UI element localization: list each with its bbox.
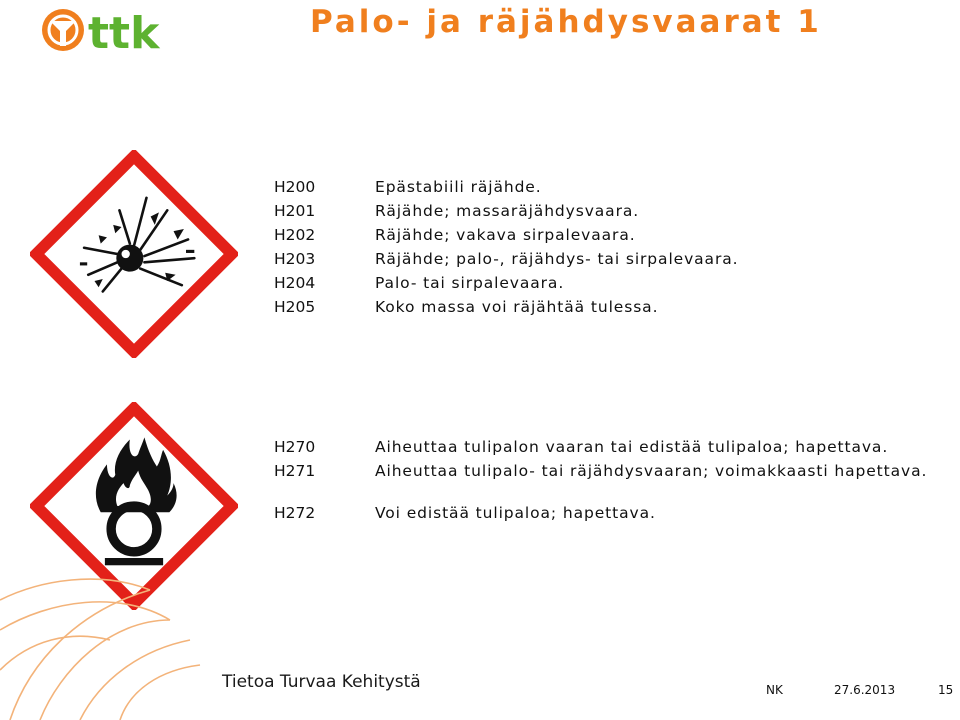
h-statement: Aiheuttaa tulipalon vaaran tai edistää tulipaloa; hapettava. — [375, 438, 889, 456]
h-statement: Aiheuttaa tulipalo- tai räjähdysvaaran; voimakkaasti hapettava. — [375, 462, 928, 480]
h-code: H200 — [274, 178, 316, 196]
h-statement: Räjähde; massaräjähdysvaara. — [375, 202, 640, 220]
ttk-logo — [40, 6, 180, 56]
page-number: 15 — [938, 683, 954, 697]
page-title: Palo- ja räjähdysvaarat 1 — [310, 4, 822, 40]
h-code: H271 — [274, 462, 316, 480]
h-code: H272 — [274, 504, 316, 522]
h-statement: Räjähde; palo-, räjähdys- tai sirpalevaara. — [375, 250, 739, 268]
h-code: H204 — [274, 274, 316, 292]
footer-author: NK — [766, 683, 783, 697]
exploding-bomb-icon — [30, 150, 238, 358]
h-statement: Voi edistää tulipaloa; hapettava. — [375, 504, 656, 522]
h-statement: Palo- tai sirpalevaara. — [375, 274, 565, 292]
h-statement: Koko massa voi räjähtää tulessa. — [375, 298, 659, 316]
footer-date: 27.6.2013 — [834, 683, 896, 697]
footer-slogan: Tietoa Turvaa Kehitystä — [222, 672, 421, 692]
h-code: H203 — [274, 250, 316, 268]
h-code: H270 — [274, 438, 316, 456]
h-code: H202 — [274, 226, 316, 244]
decorative-curves — [0, 560, 220, 720]
logo-text: ttk — [88, 8, 160, 56]
h-code: H205 — [274, 298, 316, 316]
h-statement: Räjähde; vakava sirpalevaara. — [375, 226, 636, 244]
h-statement: Epästabiili räjähde. — [375, 178, 542, 196]
h-code: H201 — [274, 202, 316, 220]
